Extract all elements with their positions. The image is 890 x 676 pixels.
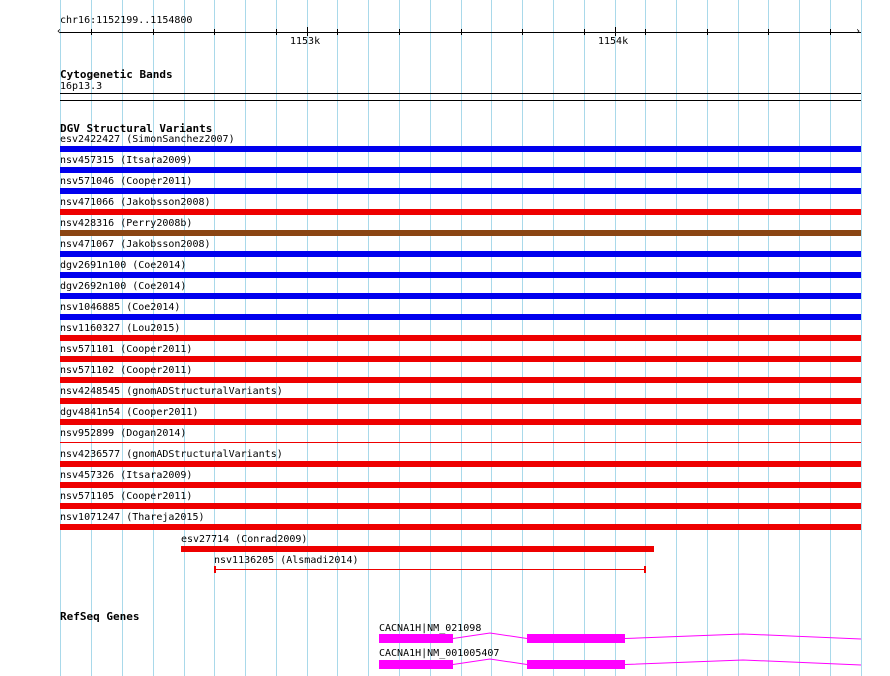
variant-bar[interactable] <box>60 356 861 362</box>
ruler-right-arrow-icon[interactable]: › <box>855 26 862 37</box>
ruler-tick <box>461 29 462 35</box>
tick-label-1153k: 1153k <box>290 36 321 47</box>
dgv-track-title: DGV Structural Variants <box>60 122 213 135</box>
variant-bar-end-cap <box>644 566 646 573</box>
ruler-left-arrow-icon[interactable]: ‹ <box>56 26 63 37</box>
variant-label: dgv2691n100 (Coe2014) <box>60 260 187 271</box>
ruler-tick <box>399 29 400 35</box>
variant-label: nsv4236577 (gnomADStructuralVariants) <box>60 449 283 460</box>
refseq-track-title: RefSeq Genes <box>60 610 140 623</box>
variant-bar[interactable] <box>60 335 861 341</box>
variant-label: nsv471067 (Jakobsson2008) <box>60 239 211 250</box>
ruler-tick <box>830 29 831 35</box>
ruler-tick <box>645 29 646 35</box>
variant-bar[interactable] <box>60 293 861 299</box>
cytoband-label: 16p13.3 <box>60 81 103 92</box>
variant-bar[interactable] <box>60 461 861 467</box>
variant-label: esv2422427 (SimonSanchez2007) <box>60 134 235 145</box>
variant-bar-start-cap <box>214 566 216 573</box>
gene-intron <box>453 633 527 639</box>
variant-bar[interactable] <box>60 503 861 509</box>
variant-label: dgv4841n54 (Cooper2011) <box>60 407 199 418</box>
variant-label: nsv571102 (Cooper2011) <box>60 365 193 376</box>
variant-label: nsv457315 (Itsara2009) <box>60 155 193 166</box>
variant-label: nsv571046 (Cooper2011) <box>60 176 193 187</box>
ruler-tick <box>214 29 215 35</box>
variant-bar[interactable] <box>60 272 861 278</box>
variant-label: nsv1071247 (Thareja2015) <box>60 512 205 523</box>
ruler-tick <box>522 29 523 35</box>
variant-bar[interactable] <box>60 377 861 383</box>
variant-bar[interactable] <box>181 546 654 552</box>
variant-label: nsv4248545 (gnomADStructuralVariants) <box>60 386 283 397</box>
gene-exon[interactable] <box>527 634 625 643</box>
variant-bar[interactable] <box>60 482 861 488</box>
gene-label: CACNA1H|NM_001005407 <box>379 648 500 659</box>
variant-bar[interactable] <box>60 146 861 152</box>
gene-intron <box>453 659 527 665</box>
variant-label: nsv457326 (Itsara2009) <box>60 470 193 481</box>
variant-bar[interactable] <box>60 209 861 215</box>
cytoband-top-line[interactable] <box>60 93 861 94</box>
variant-label: nsv428316 (Perry2008b) <box>60 218 193 229</box>
gene-intron <box>625 634 861 639</box>
ruler-tick <box>584 29 585 35</box>
tick-label-1154k: 1154k <box>598 36 629 47</box>
ruler-tick <box>153 29 154 35</box>
gene-exon[interactable] <box>379 634 453 643</box>
cytoband-track-title: Cytogenetic Bands <box>60 68 173 81</box>
gene-model[interactable] <box>379 630 861 648</box>
variant-bar[interactable] <box>60 251 861 257</box>
cytoband-bottom-line[interactable] <box>60 100 861 101</box>
variant-bar[interactable] <box>60 314 861 320</box>
variant-label: nsv571101 (Cooper2011) <box>60 344 193 355</box>
variant-bar[interactable] <box>214 569 646 570</box>
ruler-major-tick <box>615 27 616 36</box>
variant-bar[interactable] <box>60 442 861 443</box>
variant-label: esv27714 (Conrad2009) <box>181 534 308 545</box>
variant-bar[interactable] <box>60 230 861 236</box>
variant-bar[interactable] <box>60 419 861 425</box>
gene-exon[interactable] <box>379 660 453 669</box>
ruler-tick <box>276 29 277 35</box>
variant-label: nsv1160327 (Lou2015) <box>60 323 181 334</box>
gene-model[interactable] <box>379 656 861 674</box>
variant-label: nsv952899 (Dogan2014) <box>60 428 187 439</box>
ruler-tick <box>337 29 338 35</box>
ruler-tick <box>768 29 769 35</box>
ruler-tick <box>707 29 708 35</box>
variant-label: nsv571105 (Cooper2011) <box>60 491 193 502</box>
ruler-major-tick <box>307 27 308 36</box>
variant-label: nsv1136205 (Alsmadi2014) <box>214 555 359 566</box>
variant-label: dgv2692n100 (Coe2014) <box>60 281 187 292</box>
grid-line <box>861 0 862 676</box>
region-label: chr16:1152199..1154800 <box>60 15 193 26</box>
gene-intron <box>625 660 861 665</box>
gene-exon[interactable] <box>527 660 625 669</box>
variant-bar[interactable] <box>60 524 861 530</box>
variant-bar[interactable] <box>60 398 861 404</box>
variant-bar[interactable] <box>60 167 861 173</box>
variant-label: nsv471066 (Jakobsson2008) <box>60 197 211 208</box>
ruler-tick <box>91 29 92 35</box>
variant-label: nsv1046885 (Coe2014) <box>60 302 181 313</box>
gene-label: CACNA1H|NM_021098 <box>379 623 482 634</box>
variant-bar[interactable] <box>60 188 861 194</box>
